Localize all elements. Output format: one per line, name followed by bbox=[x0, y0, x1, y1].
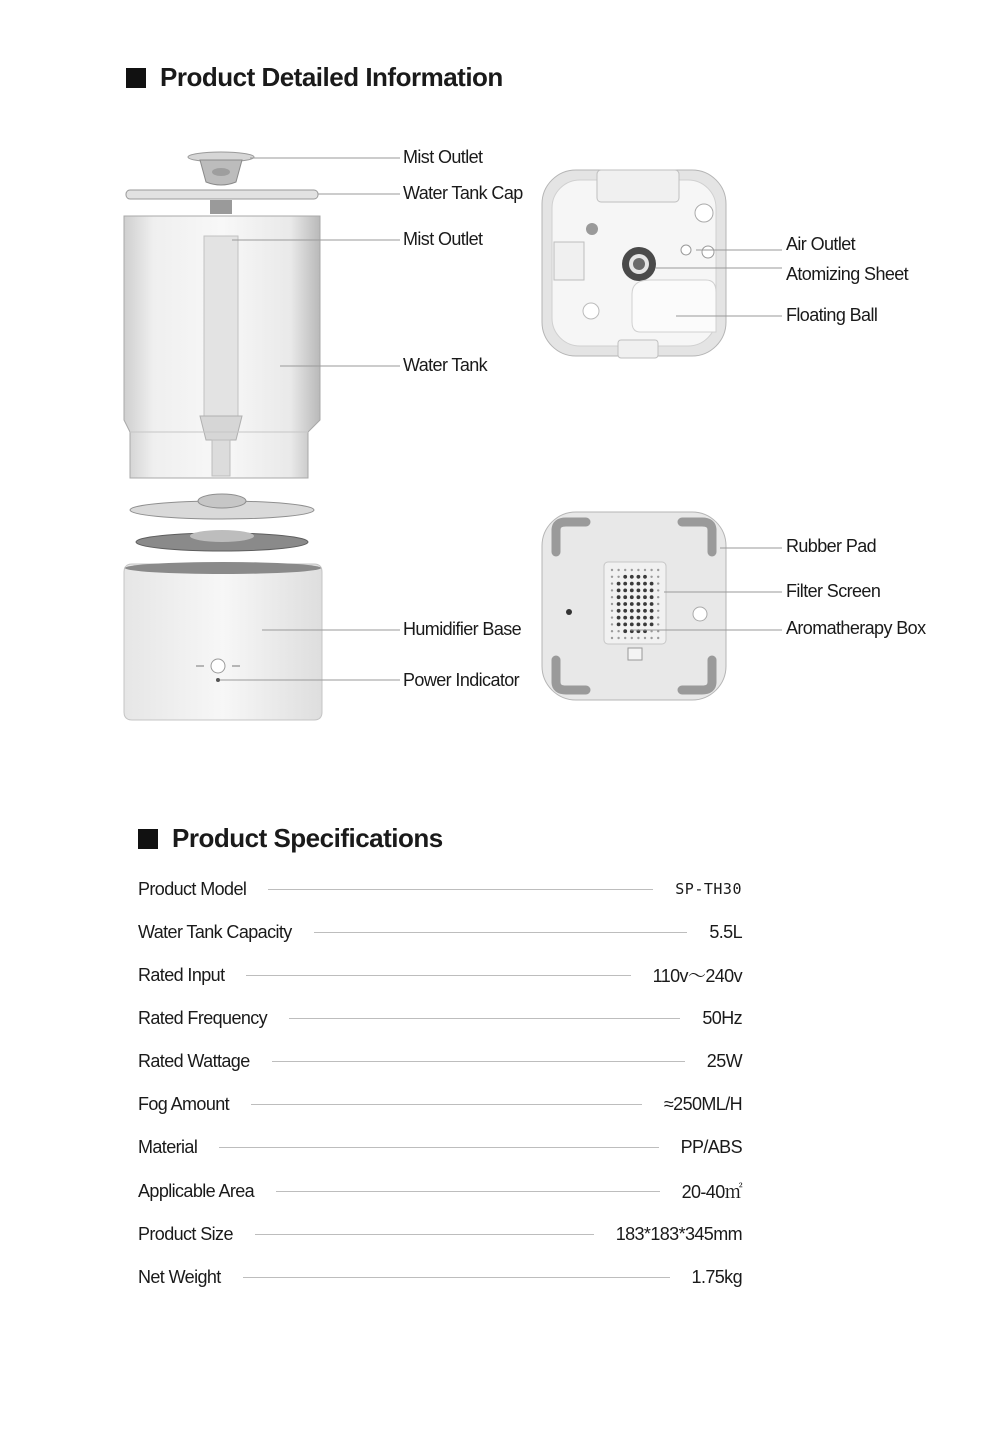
filter-hole bbox=[630, 602, 634, 606]
filter-hole bbox=[611, 637, 613, 639]
filter-hole bbox=[623, 595, 627, 599]
filter-hole bbox=[611, 623, 613, 625]
filter-hole bbox=[623, 623, 627, 627]
spec-key: Net Weight bbox=[138, 1266, 221, 1287]
humidifier-base-part bbox=[124, 562, 322, 720]
filter-hole bbox=[650, 609, 654, 613]
spec-key: Rated Frequency bbox=[138, 1007, 268, 1028]
spec-key: Rated Input bbox=[138, 964, 225, 985]
spec-row-product-size bbox=[138, 1221, 742, 1247]
filter-hole bbox=[630, 575, 634, 579]
filter-hole bbox=[630, 609, 634, 613]
spec-leader-line bbox=[246, 975, 630, 976]
label-air-outlet: Air Outlet bbox=[786, 234, 856, 254]
label-mist-outlet-inner: Mist Outlet bbox=[403, 229, 483, 249]
bottom-view-illustration bbox=[542, 512, 726, 700]
spec-value: 183*183*345mm bbox=[615, 1223, 742, 1244]
filter-hole bbox=[623, 609, 627, 613]
spec-value: 110v～240v bbox=[652, 966, 742, 986]
label-atomizing-sheet: Atomizing Sheet bbox=[786, 264, 909, 284]
filter-hole bbox=[650, 637, 652, 639]
filter-hole bbox=[623, 616, 627, 620]
filter-hole bbox=[623, 602, 627, 606]
spec-row-net-weight bbox=[138, 1264, 742, 1290]
filter-hole bbox=[650, 569, 652, 571]
filter-hole bbox=[643, 582, 647, 586]
filter-hole bbox=[650, 582, 654, 586]
spec-key: Product Size bbox=[138, 1223, 233, 1244]
filter-hole bbox=[611, 569, 613, 571]
filter-hole bbox=[624, 569, 626, 571]
label-humidifier-base: Humidifier Base bbox=[403, 619, 522, 639]
filter-hole bbox=[637, 637, 639, 639]
spec-leader-line bbox=[219, 1147, 658, 1148]
spec-row-applicable-area bbox=[138, 1178, 742, 1204]
filter-hole bbox=[650, 616, 654, 620]
water-tank-cap-part bbox=[126, 190, 318, 214]
filter-hole bbox=[611, 616, 613, 618]
filter-hole bbox=[617, 602, 621, 606]
filter-hole bbox=[617, 616, 621, 620]
spec-leader-line bbox=[276, 1191, 659, 1192]
filter-hole bbox=[631, 569, 633, 571]
spec-leader-line bbox=[289, 1018, 680, 1019]
filter-hole bbox=[611, 603, 613, 605]
spec-key: Product Model bbox=[138, 878, 247, 899]
label-power-indicator: Power Indicator bbox=[403, 670, 520, 690]
filter-hole bbox=[611, 596, 613, 598]
spec-key: Rated Wattage bbox=[138, 1050, 250, 1071]
filter-hole bbox=[637, 602, 641, 606]
filter-hole bbox=[657, 582, 659, 584]
filter-hole bbox=[611, 582, 613, 584]
filter-hole bbox=[657, 603, 659, 605]
section-title-text: Product Specifications bbox=[172, 823, 443, 853]
filter-hole bbox=[637, 575, 641, 579]
filter-hole bbox=[617, 589, 621, 593]
label-filter-screen: Filter Screen bbox=[786, 581, 881, 601]
filter-hole bbox=[630, 623, 634, 627]
filter-hole bbox=[611, 630, 613, 632]
spec-row-product-model bbox=[138, 876, 742, 902]
spec-row-rated-input bbox=[138, 962, 742, 988]
label-aromatherapy-box: Aromatherapy Box bbox=[786, 618, 926, 638]
spec-row-material bbox=[138, 1134, 742, 1160]
square-bullet-icon bbox=[138, 829, 158, 849]
spec-value: 50Hz bbox=[702, 1007, 742, 1028]
filter-hole bbox=[643, 609, 647, 613]
filter-hole bbox=[637, 582, 641, 586]
label-water-tank-cap: Water Tank Cap bbox=[403, 183, 523, 203]
spec-row-fog-amount bbox=[138, 1091, 742, 1117]
filter-hole bbox=[643, 575, 647, 579]
filter-hole bbox=[643, 595, 647, 599]
filter-hole bbox=[657, 623, 659, 625]
filter-hole bbox=[650, 589, 654, 593]
spec-value: SP-TH30 bbox=[675, 880, 742, 898]
spec-leader-line bbox=[251, 1104, 642, 1105]
filter-hole bbox=[623, 589, 627, 593]
section-title-text: Product Detailed Information bbox=[160, 62, 503, 92]
spec-leader-line bbox=[272, 1061, 685, 1062]
filter-hole bbox=[630, 595, 634, 599]
filter-hole bbox=[650, 576, 652, 578]
filter-hole bbox=[650, 623, 654, 627]
filter-hole bbox=[650, 595, 654, 599]
filter-hole bbox=[643, 616, 647, 620]
filter-hole bbox=[611, 589, 613, 591]
filter-hole bbox=[617, 623, 621, 627]
label-floating-ball: Floating Ball bbox=[786, 305, 878, 325]
section-title-specs bbox=[138, 823, 443, 854]
spec-key: Fog Amount bbox=[138, 1093, 230, 1114]
spec-row-water-tank-capacity bbox=[138, 919, 742, 945]
filter-hole bbox=[624, 637, 626, 639]
spec-value: 20-40㎡ bbox=[681, 1182, 742, 1202]
filter-hole bbox=[623, 575, 627, 579]
filter-hole bbox=[657, 610, 659, 612]
filter-hole bbox=[657, 596, 659, 598]
filter-hole bbox=[631, 637, 633, 639]
filter-hole bbox=[617, 609, 621, 613]
filter-hole bbox=[623, 629, 627, 633]
filter-hole bbox=[650, 602, 654, 606]
filter-hole bbox=[617, 630, 619, 632]
filter-hole bbox=[617, 569, 619, 571]
spec-leader-line bbox=[314, 932, 688, 933]
filter-hole bbox=[637, 595, 641, 599]
filter-hole bbox=[657, 569, 659, 571]
water-tank-part bbox=[124, 216, 320, 478]
filter-hole bbox=[617, 595, 621, 599]
spec-value: ≈250ML/H bbox=[663, 1093, 742, 1114]
filter-hole bbox=[643, 623, 647, 627]
mist-outlet-part bbox=[188, 152, 254, 185]
filter-hole bbox=[617, 637, 619, 639]
spec-value: 5.5L bbox=[709, 921, 742, 942]
spec-value: 1.75kg bbox=[691, 1266, 742, 1287]
filter-hole bbox=[637, 609, 641, 613]
atomizer-plate-part bbox=[130, 494, 314, 551]
filter-hole bbox=[657, 576, 659, 578]
filter-hole bbox=[630, 582, 634, 586]
filter-hole bbox=[644, 569, 646, 571]
spec-leader-line bbox=[268, 889, 653, 890]
spec-key: Water Tank Capacity bbox=[138, 921, 292, 942]
spec-value: PP/ABS bbox=[680, 1136, 742, 1157]
filter-hole bbox=[617, 576, 619, 578]
label-mist-outlet-top: Mist Outlet bbox=[403, 147, 483, 167]
filter-hole bbox=[637, 616, 641, 620]
label-rubber-pad: Rubber Pad bbox=[786, 536, 877, 556]
filter-hole bbox=[637, 623, 641, 627]
spec-leader-line bbox=[243, 1277, 670, 1278]
filter-hole bbox=[657, 616, 659, 618]
filter-hole bbox=[644, 637, 646, 639]
filter-hole bbox=[637, 569, 639, 571]
filter-hole bbox=[657, 589, 659, 591]
filter-hole bbox=[611, 576, 613, 578]
filter-hole bbox=[630, 616, 634, 620]
spec-key: Applicable Area bbox=[138, 1180, 255, 1201]
spec-value: 25W bbox=[706, 1050, 742, 1071]
spec-row-rated-frequency bbox=[138, 1005, 742, 1031]
label-water-tank: Water Tank bbox=[403, 355, 488, 375]
spec-leader-line bbox=[255, 1234, 594, 1235]
filter-hole bbox=[630, 589, 634, 593]
spec-key: Material bbox=[138, 1136, 198, 1157]
filter-hole bbox=[623, 582, 627, 586]
filter-hole bbox=[637, 589, 641, 593]
spec-row-rated-wattage bbox=[138, 1048, 742, 1074]
filter-hole bbox=[611, 610, 613, 612]
top-view-illustration bbox=[542, 170, 726, 358]
filter-hole bbox=[657, 637, 659, 639]
filter-hole bbox=[643, 589, 647, 593]
filter-hole bbox=[643, 602, 647, 606]
filter-hole bbox=[617, 582, 621, 586]
